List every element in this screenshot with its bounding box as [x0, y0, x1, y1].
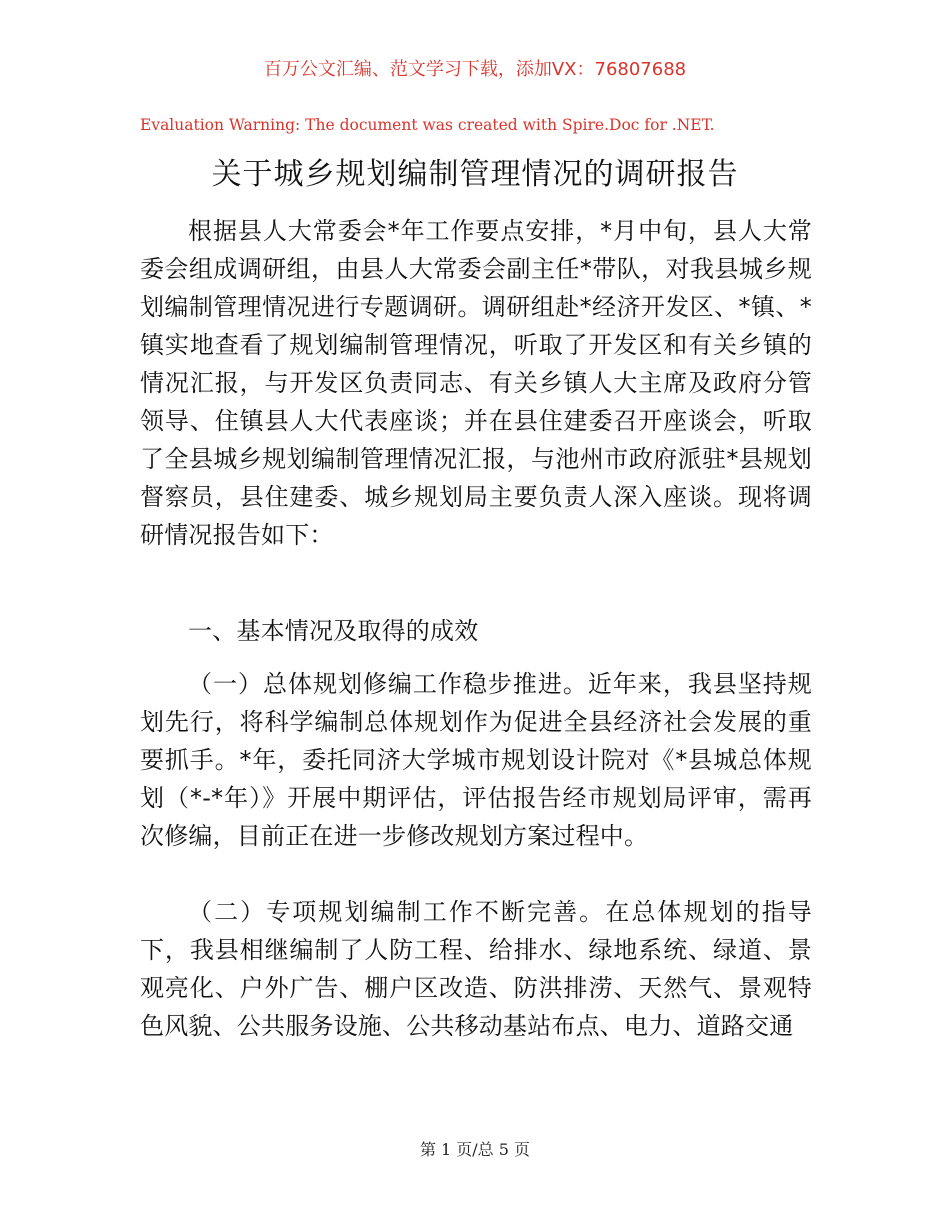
- item-1-paragraph: （一）总体规划修编工作稳步推进。近年来，我县坚持规划先行，将科学编制总体规划作为促进全县经济社会发展的重要抓手。*年，委托同济大学城市规划设计院对《*县城总体规划（*-*年）》开展中期评估，评估报告经市规划局评审，需再次修编，目前正在进一步修改规划方案过程中。: [140, 670, 812, 850]
- page-indicator: 第 1 页/总 5 页: [419, 1140, 531, 1159]
- evaluation-warning: Evaluation Warning: The document was created with Spire.Doc for .NET.: [140, 116, 715, 134]
- promo-header-banner: 百万公文汇编、范文学习下载，添加VX：76807688: [263, 59, 687, 80]
- document-title: 关于城乡规划编制管理情况的调研报告: [211, 157, 739, 192]
- intro-paragraph: 根据县人大常委会*年工作要点安排，*月中旬，县人大常委会组成调研组，由县人大常委会副主任*带队，对我县城乡规划编制管理情况进行专题调研。调研组赴*经济开发区、*镇、*镇实地查看了规划编制管理情况，听取了开发区和有关乡镇的情况汇报，与开发区负责同志、有关乡镇人大主席及政府分管领导、住镇县人大代表座谈；并在县住建委召开座谈会，听取了全县城乡规划编制管理情况汇报，与池州市政府派驻*县规划督察员，县住建委、城乡规划局主要负责人深入座谈。现将调研情况报告如下：: [140, 217, 812, 549]
- section-heading: 一、基本情况及取得的成效: [188, 617, 479, 645]
- item-2-paragraph: （二）专项规划编制工作不断完善。在总体规划的指导下，我县相继编制了人防工程、给排水、绿地系统、绿道、景观亮化、户外广告、棚户区改造、防洪排涝、天然气、景观特色风貌、公共服务设施、公共移动基站布点、电力、道路交通: [140, 898, 812, 1040]
